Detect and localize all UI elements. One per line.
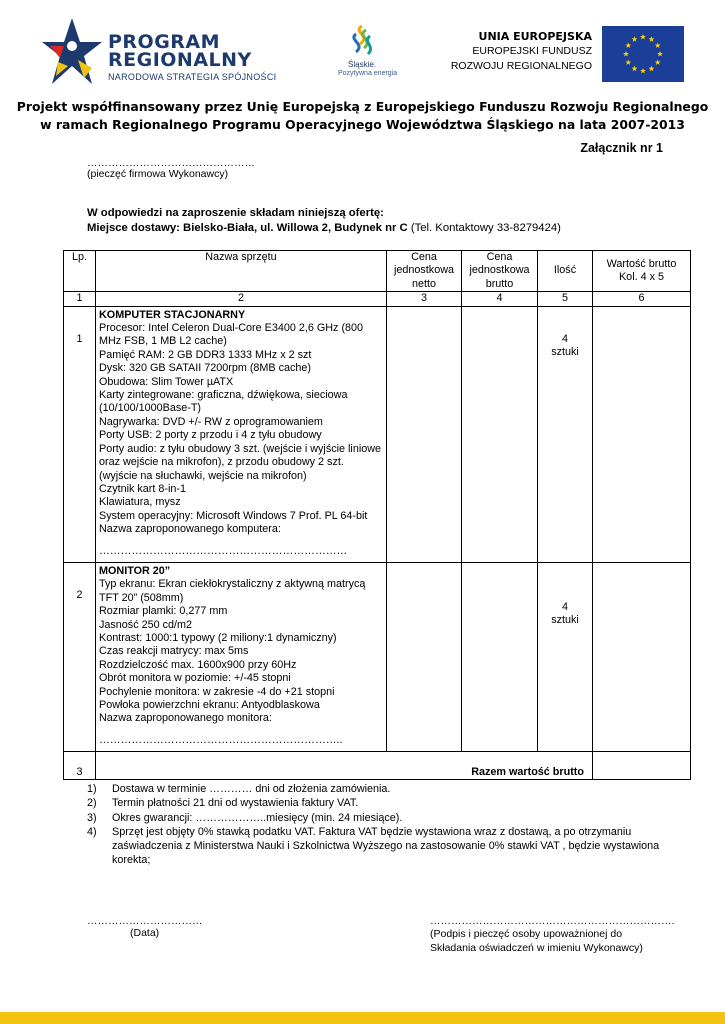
col-number: 5	[538, 292, 593, 306]
table-row-item-2	[64, 562, 691, 751]
term-text: Okres gwarancji: ………………..miesięcy (min. 24 miesiące).	[112, 811, 403, 824]
equipment-table	[63, 250, 691, 780]
spec-line: Czas reakcji matrycy: max 5ms	[99, 645, 249, 658]
spec-line: System operacyjny: Microsoft Windows 7 Prof. PL 64-bit	[99, 509, 368, 522]
company-seal-label: (pieczęć firmowa Wykonawcy)	[87, 168, 229, 180]
program-regionalny-wordmark	[108, 33, 252, 69]
table-row-item-1	[64, 306, 691, 562]
header-name: Nazwa sprzętu	[96, 251, 387, 292]
item-lp: 2	[64, 562, 96, 751]
date-dots: ……………………………	[87, 915, 203, 927]
item-qty	[538, 562, 593, 751]
spec-line: Klawiatura, mysz	[99, 496, 181, 509]
spec-line: Porty USB: 2 porty z przodu i 4 z tyłu obudowy	[99, 429, 322, 442]
col-number: 1	[64, 292, 96, 306]
eu-title: UNIA EUROPEJSKA	[478, 30, 592, 43]
term-text: Termin płatności 21 dni od wystawienia faktury VAT.	[112, 797, 359, 810]
item-total-cell	[593, 306, 691, 562]
item-spec-lines	[99, 322, 383, 537]
item-qty	[538, 306, 593, 562]
term-number: 3)	[87, 811, 97, 824]
item-description	[96, 306, 387, 562]
company-seal-dots: …………………………………………	[87, 157, 255, 169]
spec-line: Porty audio: z tyłu obudowy 3 szt. (wejście i wyjście liniowe oraz wejście na mikrofon), z przodu obudowy 2 szt. (wyjście na słuchawki, wejście na mikrofon)	[99, 442, 382, 482]
header-lp: Lp.	[64, 251, 96, 292]
signature-label-line2: Składania oświadczeń w imieniu Wykonawcy)	[430, 942, 643, 954]
total-label: Razem wartość brutto	[96, 752, 593, 780]
header-net: Cena jednostkowa netto	[387, 251, 462, 292]
slaskie-name: Śląskie.	[348, 60, 377, 69]
header-gross: Cena jednostkowa brutto	[462, 251, 538, 292]
signature-label	[430, 927, 643, 955]
program-regionalny-star-logo-icon	[42, 16, 102, 86]
spec-line: Czytnik kart 8-in-1	[99, 482, 186, 495]
spec-line: Procesor: Intel Celeron Dual-Core E3400 2,6 GHz (800 MHz FSB, 1 MB L2 cache)	[99, 322, 364, 348]
eu-flag-icon	[602, 26, 684, 82]
delivery-contact: (Tel. Kontaktowy 33-8279424)	[407, 222, 561, 234]
item-title: MONITOR 20”	[99, 564, 171, 577]
spec-line: Pochylenie monitora: w zakresie -4 do +21 stopni	[99, 685, 335, 698]
spec-line: Pamięć RAM: 2 GB DDR3 1333 MHz x 2 szt	[99, 348, 312, 361]
item-description	[96, 562, 387, 751]
delivery-address: Miejsce dostawy: Bielsko-Biała, ul. Willowa 2, Budynek nr C	[87, 222, 408, 234]
spec-line: Obrót monitora w poziomie: +/-45 stopni	[99, 672, 291, 685]
term-number: 2)	[87, 797, 97, 810]
spec-line: Powłoka powierzchni ekranu: Antyodblaskowa	[99, 699, 320, 711]
item-total-cell	[593, 562, 691, 751]
term-item	[87, 811, 667, 825]
item-spec-lines	[99, 578, 383, 725]
item-name-blank: ……………………………………………………………	[99, 544, 348, 557]
item-gross-price-cell	[462, 562, 538, 751]
signature-dots: …………………………………………………………….	[430, 915, 675, 927]
col-number: 6	[593, 292, 691, 306]
spec-line: Karty zintegrowane: graficzna, dźwiękowa, sieciowa (10/100/1000Base-T)	[99, 389, 348, 415]
term-item	[87, 796, 667, 810]
total-lp: 3	[64, 752, 96, 780]
slaskie-logo-icon	[344, 24, 380, 58]
signature-label-line1: (Podpis i pieczęć osoby upoważnionej do	[430, 928, 623, 940]
eu-fund-line2: ROZWOJU REGIONALNEGO	[450, 60, 592, 72]
item-lp: 1	[64, 306, 96, 562]
project-line-1: Projekt współfinansowany przez Unię Europejską z Europejskiego Funduszu Rozwoju Regionalnego	[16, 99, 709, 114]
eu-fund-line1: EUROPEJSKI FUNDUSZ	[472, 45, 592, 57]
col-number: 3	[387, 292, 462, 306]
header-qty: Ilość	[538, 251, 593, 292]
item-qty-number: 4	[561, 332, 568, 345]
spec-line: Nazwa zaproponowanego monitora:	[99, 712, 272, 725]
item-net-price-cell	[387, 306, 462, 562]
item-qty-unit: sztuki	[551, 614, 579, 627]
item-gross-price-cell	[462, 306, 538, 562]
item-name-blank: …………………………………………………………..	[99, 733, 343, 746]
annex-label: Załącznik nr 1	[580, 141, 663, 155]
program-subtitle: NARODOWA STRATEGIA SPÓJNOŚCI	[108, 72, 277, 82]
term-item	[87, 825, 667, 868]
term-item	[87, 782, 667, 796]
col-number: 2	[96, 292, 387, 306]
item-qty-number: 4	[561, 600, 568, 613]
spec-line: Kontrast: 1000:1 typowy (2 miliony:1 dynamiczny)	[99, 631, 337, 644]
spec-line: Rozmiar plamki: 0,277 mm	[99, 605, 228, 618]
term-text: Sprzęt jest objęty 0% stawką podatku VAT. Faktura VAT będzie wystawiona wraz z dostawą, a po otrzymaniu zaświadczenia z Ministerstwa Nauki i Szkolnictwa Wyższego na zastosowanie 0% stawki VAT , będzie wystawiona korekta;	[112, 825, 660, 867]
slaskie-tagline: Pozytywna energia	[338, 70, 398, 77]
col-number: 4	[462, 292, 538, 306]
spec-line: Obudowa: Slim Tower µATX	[99, 375, 234, 388]
column-number-row	[64, 292, 691, 306]
bottom-bar	[0, 1012, 725, 1024]
offer-intro: W odpowiedzi na zaproszenie składam niniejszą ofertę:	[87, 207, 384, 219]
item-title: KOMPUTER STACJONARNY	[99, 308, 246, 321]
spec-line: Jasność 250 cd/m2	[99, 618, 193, 631]
terms-list	[87, 782, 667, 868]
delivery-line	[87, 222, 561, 234]
term-number: 4)	[87, 825, 97, 838]
item-qty-unit: sztuki	[551, 346, 579, 359]
spec-line: Nagrywarka: DVD +/- RW z oprogramowaniem	[99, 415, 323, 428]
header-total: Wartość brutto Kol. 4 x 5	[593, 251, 691, 292]
date-label: (Data)	[130, 927, 160, 939]
spec-line: Dysk: 320 GB SATAII 7200rpm (8MB cache)	[99, 362, 312, 375]
program-line1: PROGRAM	[108, 31, 221, 53]
spec-line: Nazwa zaproponowanego komputera:	[99, 523, 281, 536]
program-line2: REGIONALNY	[108, 49, 252, 71]
project-line-2: w ramach Regionalnego Programu Operacyjnego Województwa Śląskiego na lata 2007-2013	[40, 117, 685, 132]
term-number: 1)	[87, 783, 97, 795]
table-header-row	[64, 251, 691, 292]
term-text: Dostawa w terminie ………… dni od złożenia zamówienia.	[112, 783, 391, 795]
spec-line: Typ ekranu: Ekran ciekłokrystaliczny z aktywną matrycą TFT 20” (508mm)	[99, 578, 366, 604]
spec-line: Rozdzielczość max. 1600x900 przy 60Hz	[99, 658, 297, 671]
total-value-cell	[593, 752, 691, 780]
table-row-total	[64, 752, 691, 780]
item-net-price-cell	[387, 562, 462, 751]
